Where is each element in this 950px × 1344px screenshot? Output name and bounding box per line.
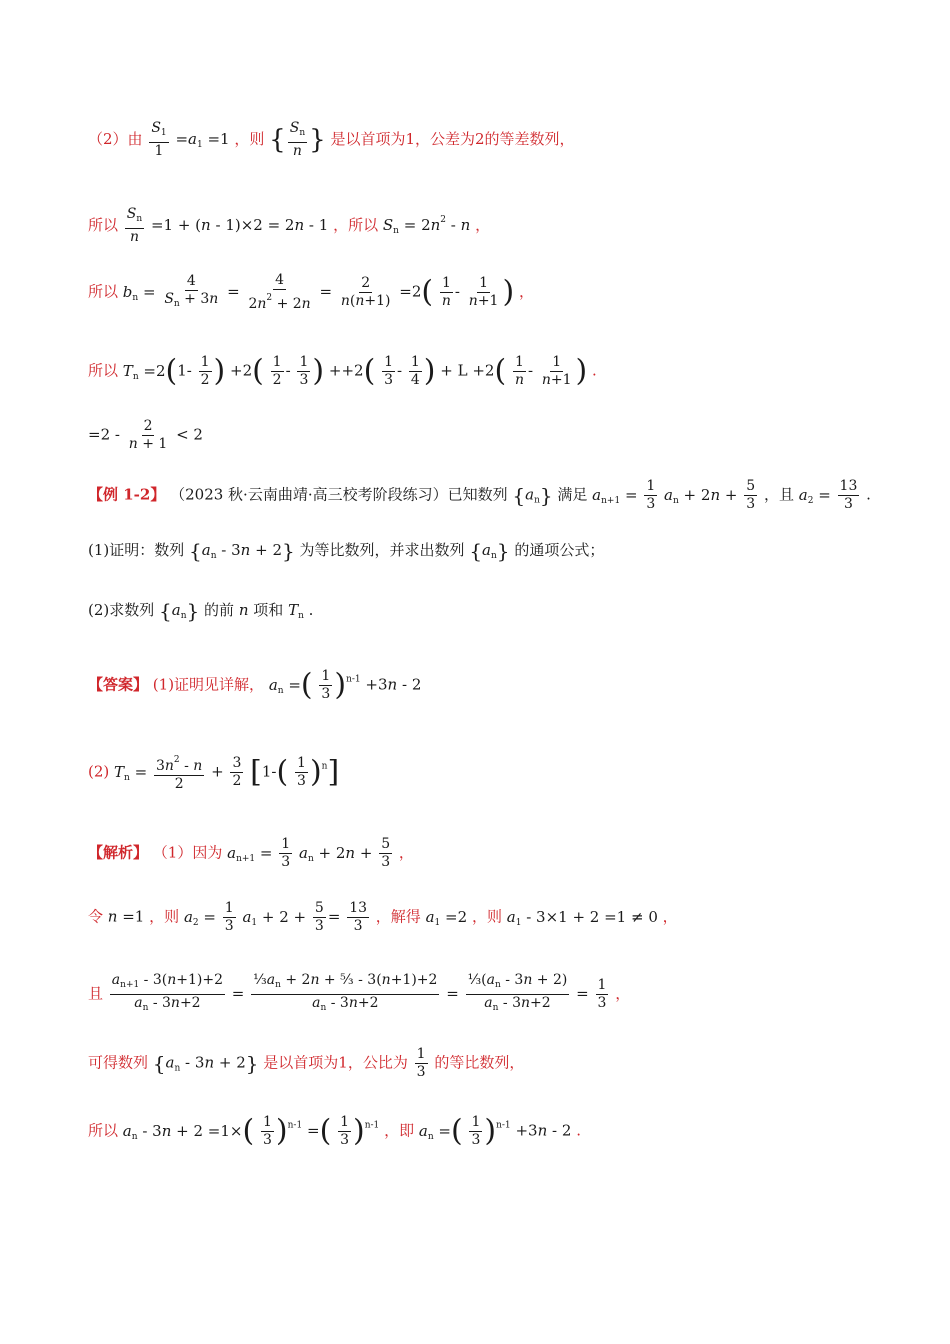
- solution-line-bn: 所以 $b_n$ = $\frac{4}{S_n + 3n}$ = $\frac{4}{2n^2 + 2n}$ = $\frac{2}{n(n+1)}$ =2( $\frac{1}{n}$ - $\frac{1}{n+1}$ ) ，: [88, 272, 534, 312]
- analysis-5: 所以 $a_n - 3n + 2 =1\times$( $\frac{1}{3}$ )$^{n-1}$ =( $\frac{1}{3}$ )$^{n-1}$ ，即 $a_n$ =( $\frac{1}{3}$ )$^{n-1}$ +3n - 2 .: [88, 1113, 581, 1149]
- question-2: (2)求数列 $\{a_n\}$ 的前 n 项和 $T_n$ .: [88, 599, 314, 623]
- example-heading: 【例 1-2】 （2023 秋·云南曲靖·高三校考阶段练习）已知数列 $\{a_n\}$ 满足 $a_{n+1}$ = $\frac{1}{3}$ $a_n + 2n$ + $\frac{5}{3}$ ，且 $a_2$ = $\frac{13}{3}$ .: [88, 478, 871, 512]
- analysis-3: 且 $\frac{a_{n+1} - 3(n+1)+2}{a_n - 3n+2}$ = $\frac{\frac{1}{3}a_n + 2n + ^5⁄_3 - 3(n+1)+2}{a_n - 3n+2}$ = $\frac{\frac{1}{3}(a_n - 3n + 2)}{a_n - 3n+2}$ = $\frac{1}{3}$ ，: [88, 972, 631, 1013]
- solution-line-sn: 所以 $\frac{S_n}{n}$ =1 + (n - 1)×2 = 2n - 1 ，所以 $S_n = 2n^2 - n$ ，: [88, 206, 491, 245]
- analysis-1: 【解析】 （1）因为 $a_{n+1}$ = $\frac{1}{3}$ $a_n + 2n$ + $\frac{5}{3}$ ，: [88, 836, 414, 870]
- question-1: (1)证明：数列 $\{a_n - 3n + 2\}$ 为等比数列，并求出数列 $\{a_n\}$ 的通项公式；: [88, 539, 605, 563]
- answer-2: (2) $T_n$ = $\frac{3n^2 - n}{2}$ + $\frac{3}{2}$ [1-( $\frac{1}{3}$ )$^n$]: [88, 752, 890, 793]
- answer-1: 【答案】 (1)证明见详解， $a_n$ =( $\frac{1}{3}$ )$^{n-1}$ +3n - 2: [88, 667, 422, 703]
- solution-line-result: =2 - $\frac{2}{n + 1}$ < 2: [88, 418, 203, 452]
- analysis-2: 令 n =1 ，则 $a_2$ = $\frac{1}{3}$ $a_1 + 2$ + $\frac{5}{3}$ = $\frac{13}{3}$ ，解得 $a_1 =2$ ，则 $a_1 - 3\times 1 + 2 =1 \ne 0$ ，: [88, 900, 678, 934]
- solution-line-2-intro: （2）由 $\frac{S_1}{1}$ $=a_1 =1$ ，则 { $\frac{S_n}{n}$ } 是以首项为1，公差为2的等差数列，: [88, 120, 575, 159]
- text: （2）由: [88, 130, 143, 148]
- analysis-4: 可得数列 $\{a_n - 3n + 2\}$ 是以首项为1，公比为 $\frac{1}{3}$ 的等比数列，: [88, 1046, 525, 1080]
- solution-line-tn: 所以 $T_n =2(1-$ $\frac{1}{2}$ ) +2( $\frac{1}{2}$ - $\frac{1}{3}$ ) ++2( $\frac{1}{3}$ - $\frac{1}{4}$ ) + L +2( $\frac{1}{n}$ - $\frac{1}{n+1}$ ) .: [88, 353, 597, 389]
